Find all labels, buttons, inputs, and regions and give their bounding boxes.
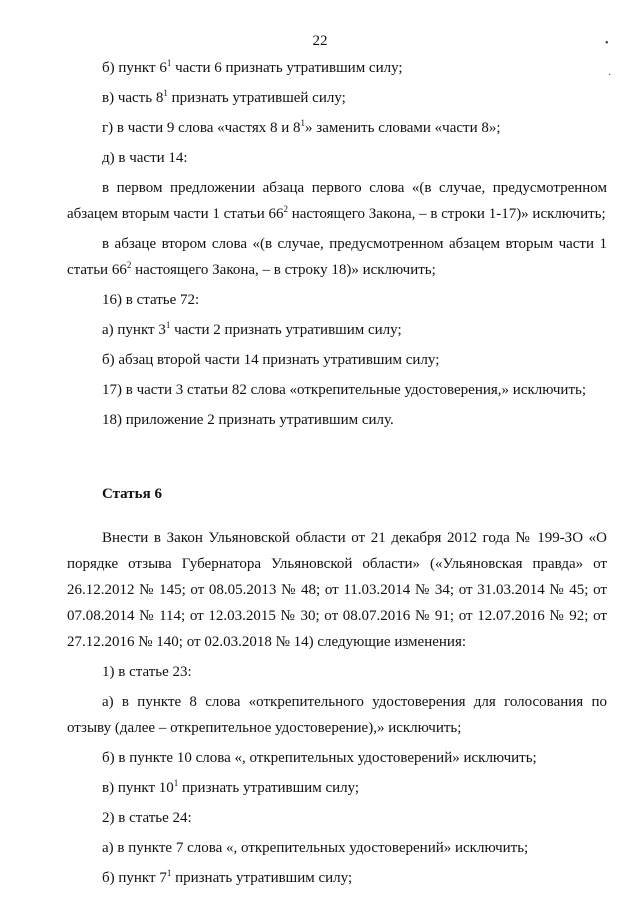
paragraph: в первом предложении абзаца первого слова «(в случае, предусмотренном абзацем вторым части 1 статьи $66^2$ настоящего Закона, – в строки 1-17)» исключить;	[67, 180, 607, 222]
paragraph: д) в части 14:	[102, 150, 188, 166]
paragraph: б) пункт $6^1$ части 6 признать утратившим силу;	[102, 58, 403, 76]
paragraph: а) в пункте 7 слова «, открепительных удостоверений» исключить;	[102, 840, 529, 856]
paragraph: 2) в статье 24:	[102, 810, 192, 826]
article-heading: Статья 6	[102, 486, 162, 502]
paragraph: в) пункт $10^1$ признать утратившим силу;	[102, 778, 360, 796]
paragraph: 18) приложение 2 признать утратившим силу.	[102, 412, 394, 428]
paragraph: г) в части 9 слова «частях 8 и $8^1$» заменить словами «части 8»;	[102, 118, 501, 136]
paragraph: 17) в части 3 статьи 82 слова «открепительные удостоверения,» исключить;	[102, 382, 587, 398]
article-intro: Внести в Закон Ульяновской области от 21 декабря 2012 года № 199-ЗО «О порядке отзыва Губернатора Ульяновской области» («Ульяновская правда» от 26.12.2012 № 145; от 08.05.2013 № 48; от 11.03.2014 № 34; от 31.03.2014 № 45; от 07.08.2014 № 114; от 12.03.2015 № 30; от 08.07.2016 № 91; от 12.07.2016 № 92; от 27.12.2016 № 140; от 02.03.2018 № 14) следующие изменения:	[67, 530, 607, 650]
paragraph: в абзаце втором слова «(в случае, предусмотренном абзацем вторым части 1 статьи $66^2$ настоящего Закона, – в строку 18)» исключить;	[67, 236, 607, 278]
page-number: 22	[312, 33, 328, 49]
scan-mark: ·	[608, 70, 612, 81]
paragraph: б) пункт $7^1$ признать утратившим силу;	[102, 868, 353, 886]
paragraph: б) в пункте 10 слова «, открепительных удостоверений» исключить;	[102, 750, 537, 766]
scan-mark: •	[605, 38, 609, 49]
paragraph: а) в пункте 8 слова «открепительного удостоверения для голосования по отзыву (далее – открепительное удостоверение),» исключить;	[67, 694, 607, 736]
paragraph: б) абзац второй части 14 признать утратившим силу;	[102, 352, 440, 368]
paragraph: 1) в статье 23:	[102, 664, 192, 680]
paragraph: 16) в статье 72:	[102, 292, 200, 308]
document-body	[67, 55, 607, 891]
paragraph: в) часть $8^1$ признать утратившей силу;	[102, 88, 346, 106]
paragraph: а) пункт $3^1$ части 2 признать утратившим силу;	[102, 320, 402, 338]
